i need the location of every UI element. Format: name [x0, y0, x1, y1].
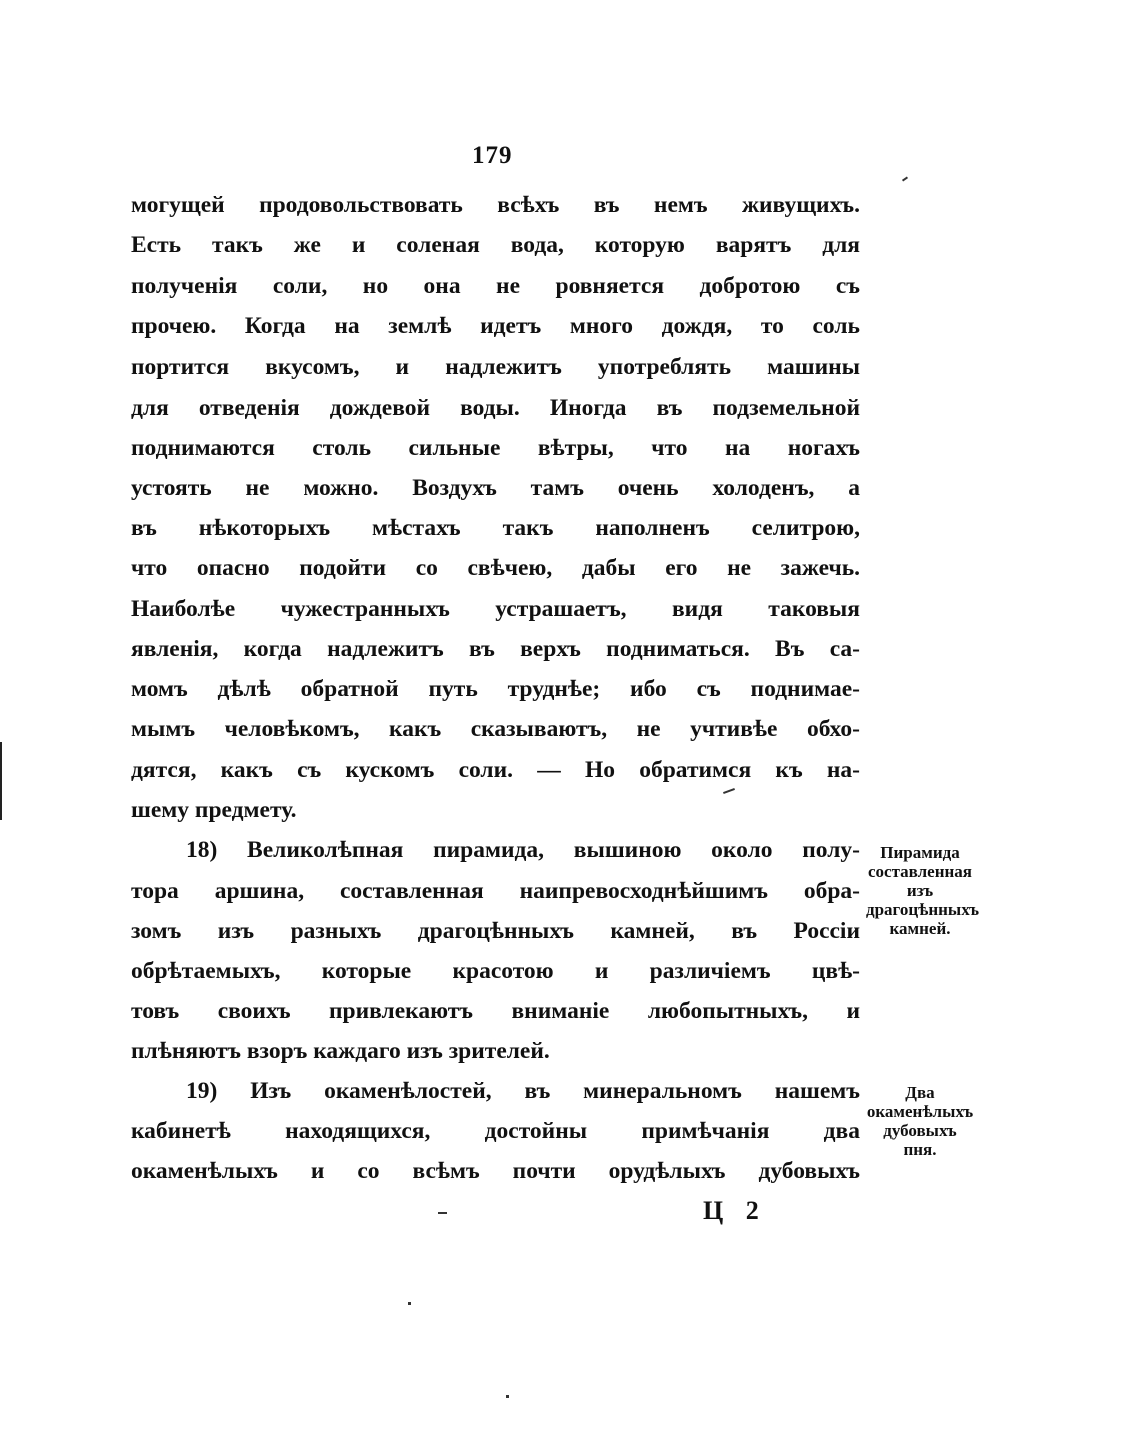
text-line: зомъ изъ разныхъ драгоцѣнныхъ камней, въ Россіи — [131, 918, 860, 944]
text-line: что опасно подойти со свѣчею, дабы его не зажечь. — [131, 555, 860, 581]
scan-speck — [723, 788, 735, 794]
text-line: явленія, когда надлежитъ въ верхъ подниматься. Въ са- — [131, 636, 860, 662]
text-line: дятся, какъ съ кускомъ соли. — Но обратимся къ на- — [131, 757, 860, 783]
text-line: для отведенія дождевой воды. Иногда въ подземельной — [131, 395, 860, 421]
text-line: момъ дѣлѣ обратной путь труднѣе; ибо съ поднимае- — [131, 676, 860, 702]
text-line: тора аршина, составленная наипревосходнѣйшимъ обра- — [131, 878, 860, 904]
signature-mark: Ц 2 — [703, 1196, 767, 1225]
text-line: шему предмету. — [131, 797, 297, 823]
text-line: кабинетѣ находящихся, достойны примѣчанія два — [131, 1118, 860, 1144]
text-line: поднимаются столь сильные вѣтры, что на ногахъ — [131, 435, 860, 461]
scan-speck — [506, 1395, 509, 1398]
text-line: могущей продовольствовать всѣхъ въ немъ живущихъ. — [131, 192, 860, 218]
scan-speck — [438, 1212, 447, 1214]
text-line: мымъ человѣкомъ, какъ сказываютъ, не учтивѣе обхо- — [131, 716, 860, 742]
text-line: товъ своихъ привлекаютъ вниманіе любопытныхъ, и — [131, 998, 860, 1024]
text-line: портится вкусомъ, и надлежитъ употреблять машины — [131, 354, 860, 380]
text-line: въ нѣкоторыхъ мѣстахъ такъ наполненъ селитрою, — [131, 515, 860, 541]
text-line: полученія соли, но она не ровняется добротою съ — [131, 273, 860, 299]
text-line: Есть такъ же и соленая вода, которую варятъ для — [131, 232, 860, 258]
text-line: Наиболѣе чужестранныхъ устрашаетъ, видя таковыя — [131, 596, 860, 622]
scan-edge-mark — [0, 742, 2, 820]
text-line: плѣняютъ взоръ каждаго изъ зрителей. — [131, 1038, 550, 1064]
paragraph-18-start: 18) Великолѣпная пирамида, вышиною около полу- — [186, 837, 860, 863]
text-line: устоять не можно. Воздухъ тамъ очень холоденъ, а — [131, 475, 860, 501]
paragraph-19-start: 19) Изъ окаменѣлостей, въ минеральномъ нашемъ — [186, 1078, 860, 1104]
margin-note-pyramid: Пирамида составленная изъ драгоцѣнныхъ камней. — [866, 843, 979, 938]
scan-speck — [902, 176, 908, 181]
scan-speck — [408, 1302, 411, 1305]
text-line: окаменѣлыхъ и со всѣмъ почти орудѣлыхъ дубовыхъ — [131, 1158, 860, 1184]
text-line: обрѣтаемыхъ, которые красотою и различіемъ цвѣ- — [131, 958, 860, 984]
text-line: прочею. Когда на землѣ идетъ много дождя, то соль — [131, 313, 860, 339]
margin-note-oak-trunks: Два окаменѣлыхъ дубовыхъ пня. — [866, 1083, 974, 1159]
page-number: 179 — [472, 142, 513, 169]
